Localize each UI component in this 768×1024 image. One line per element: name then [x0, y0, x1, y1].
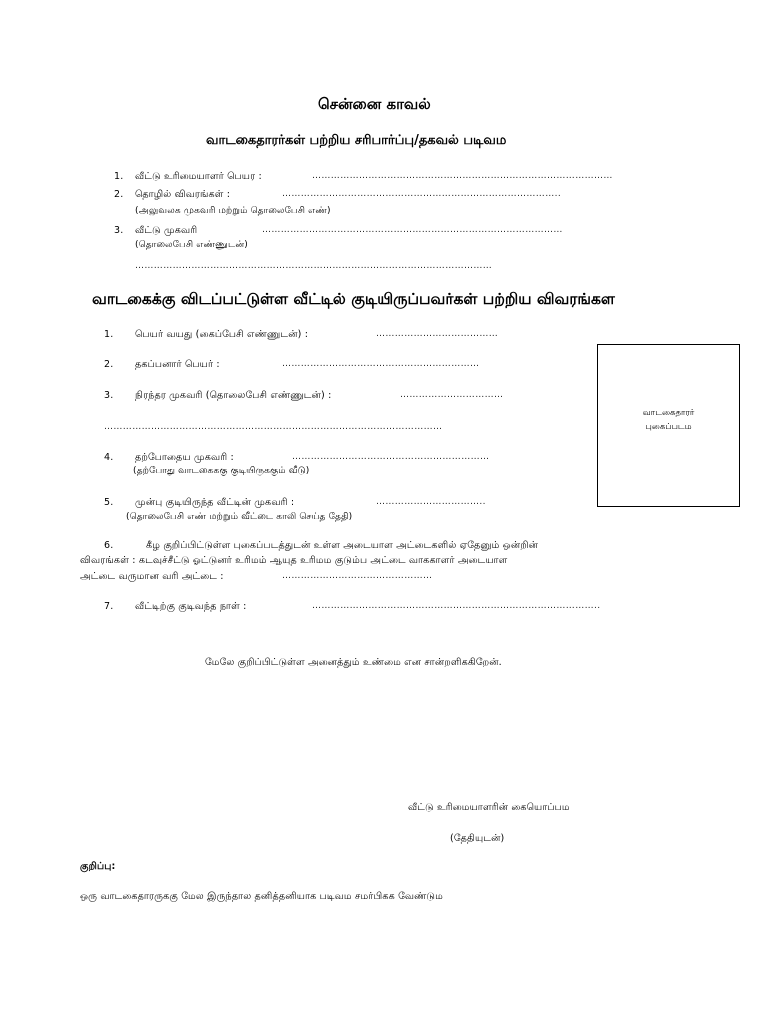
- owner-signature-label: வீட்டு உரிமையாளரின் கையொப்பம: [408, 802, 570, 813]
- photo-box-label-line1: வாடகைதாரர்: [642, 408, 695, 418]
- owner-address-label: வீட்டு முகவரி: [135, 225, 198, 236]
- occupation-note: (அலுவலக முகவரி மற்றும் தொலைபேசி எண்): [135, 206, 331, 216]
- tenant-item-3-number: 3.: [104, 390, 114, 401]
- previous-address-note: (தொலைபேசி எண் மற்றும் வீட்டை காலி செய்த தேதி): [126, 512, 353, 522]
- id-proof-field[interactable]: …………………………………………: [282, 571, 433, 581]
- current-address-label: தற்போதைய முகவரி :: [135, 452, 234, 463]
- note-text: ஒரு வாடகைதாரருககு மேல இருந்தால தனித்தனியாக படிவம சமர்பிகக வேண்டும: [80, 891, 443, 902]
- signature-date-note: (தேதியுடன்): [450, 833, 505, 844]
- form-subtitle: வாடகைதாரர்கள் பற்றிய சரிபார்ப்பு/தகவல் படிவம: [206, 133, 507, 148]
- tenant-section-heading: வாடகைக்கு விடப்பட்டுள்ள வீட்டில் குடியிருப்பவர்கள் பற்றிய விவரங்கள: [92, 290, 615, 308]
- father-name-field[interactable]: ………………………………………………………: [282, 359, 480, 369]
- id-proof-label: அட்டை வருமான வரி அட்டை :: [80, 571, 224, 582]
- permanent-address-field[interactable]: ……………………………: [400, 390, 504, 400]
- current-address-field[interactable]: ………………………………………………………: [292, 452, 490, 462]
- tenant-item-5-number: 5.: [104, 497, 114, 508]
- tenant-item-6-number: 6.: [104, 540, 114, 551]
- current-address-note: (தற்போது வாடகைககு குடியிருககும் வீடு): [133, 466, 310, 476]
- move-in-date-field[interactable]: ………………………………………………………………………………..: [312, 601, 601, 611]
- id-proof-text-line1: கீழ குறிப்பிட்டுள்ள புகைப்படத்துடன் உள்ள அடையாள அட்டைகளில் ஏதேனும் ஒன்றின்: [146, 540, 539, 551]
- owner-address-extra-field[interactable]: ……………………………………………………………………………………………………: [135, 261, 493, 271]
- owner-address-note: (தொலைபேசி எண்ணுடன்): [135, 240, 248, 250]
- note-heading: குறிப்பு:: [80, 861, 116, 872]
- previous-address-label: முன்பு குடியிருந்த வீட்டின் முகவரி :: [135, 497, 295, 508]
- owner-item-1-number: 1.: [114, 171, 124, 182]
- move-in-date-label: வீட்டிற்கு குடிவந்த நாள் :: [135, 601, 247, 612]
- tenant-name-age-label: பெயர் வயது (கைப்பேசி எண்ணுடன்) :: [135, 329, 309, 340]
- owner-name-field[interactable]: ……………………………………………………………………………………: [312, 171, 613, 181]
- owner-name-label: வீட்டு உரிமையாளர் பெயர :: [135, 171, 262, 182]
- tenant-photo-box: [597, 344, 740, 507]
- occupation-label: தொழில் விவரங்கள் :: [135, 189, 231, 200]
- tenant-item-2-number: 2.: [104, 359, 114, 370]
- tenant-item-4-number: 4.: [104, 452, 114, 463]
- page-title: சென்னை காவல்: [318, 95, 431, 113]
- owner-item-3-number: 3.: [114, 225, 124, 236]
- owner-item-2-number: 2.: [114, 189, 124, 200]
- occupation-field[interactable]: ……………………………………………………………………………..: [282, 189, 562, 199]
- permanent-address-label: நிரந்தர முகவரி (தொலைபேசி எண்ணுடன்) :: [135, 390, 332, 401]
- permanent-address-field-line2[interactable]: ………………………………………………………………………………………………: [104, 422, 443, 432]
- tenant-item-7-number: 7.: [104, 601, 114, 612]
- tenant-item-1-number: 1.: [104, 329, 114, 340]
- previous-address-field[interactable]: ……………………………..: [376, 497, 486, 507]
- father-name-label: தகப்பனார் பெயர் :: [135, 359, 220, 370]
- photo-box-label-line2: புகைப்படம: [645, 422, 692, 432]
- tenant-name-age-field[interactable]: …………………………………: [376, 329, 499, 339]
- owner-address-field[interactable]: ……………………………………………………………………………………: [262, 225, 563, 235]
- declaration-text: மேலே குறிப்பிட்டுள்ள அனைத்தும் உண்மை என சான்றளிககிறேன்.: [205, 657, 502, 668]
- id-proof-text-line2: விவரங்கள் : கடவுச்சீட்டு ஓட்டுனர் உரிமம் ஆயுத உரிமம குடும்ப அட்டை வாககாளர் அடையாள: [80, 555, 508, 566]
